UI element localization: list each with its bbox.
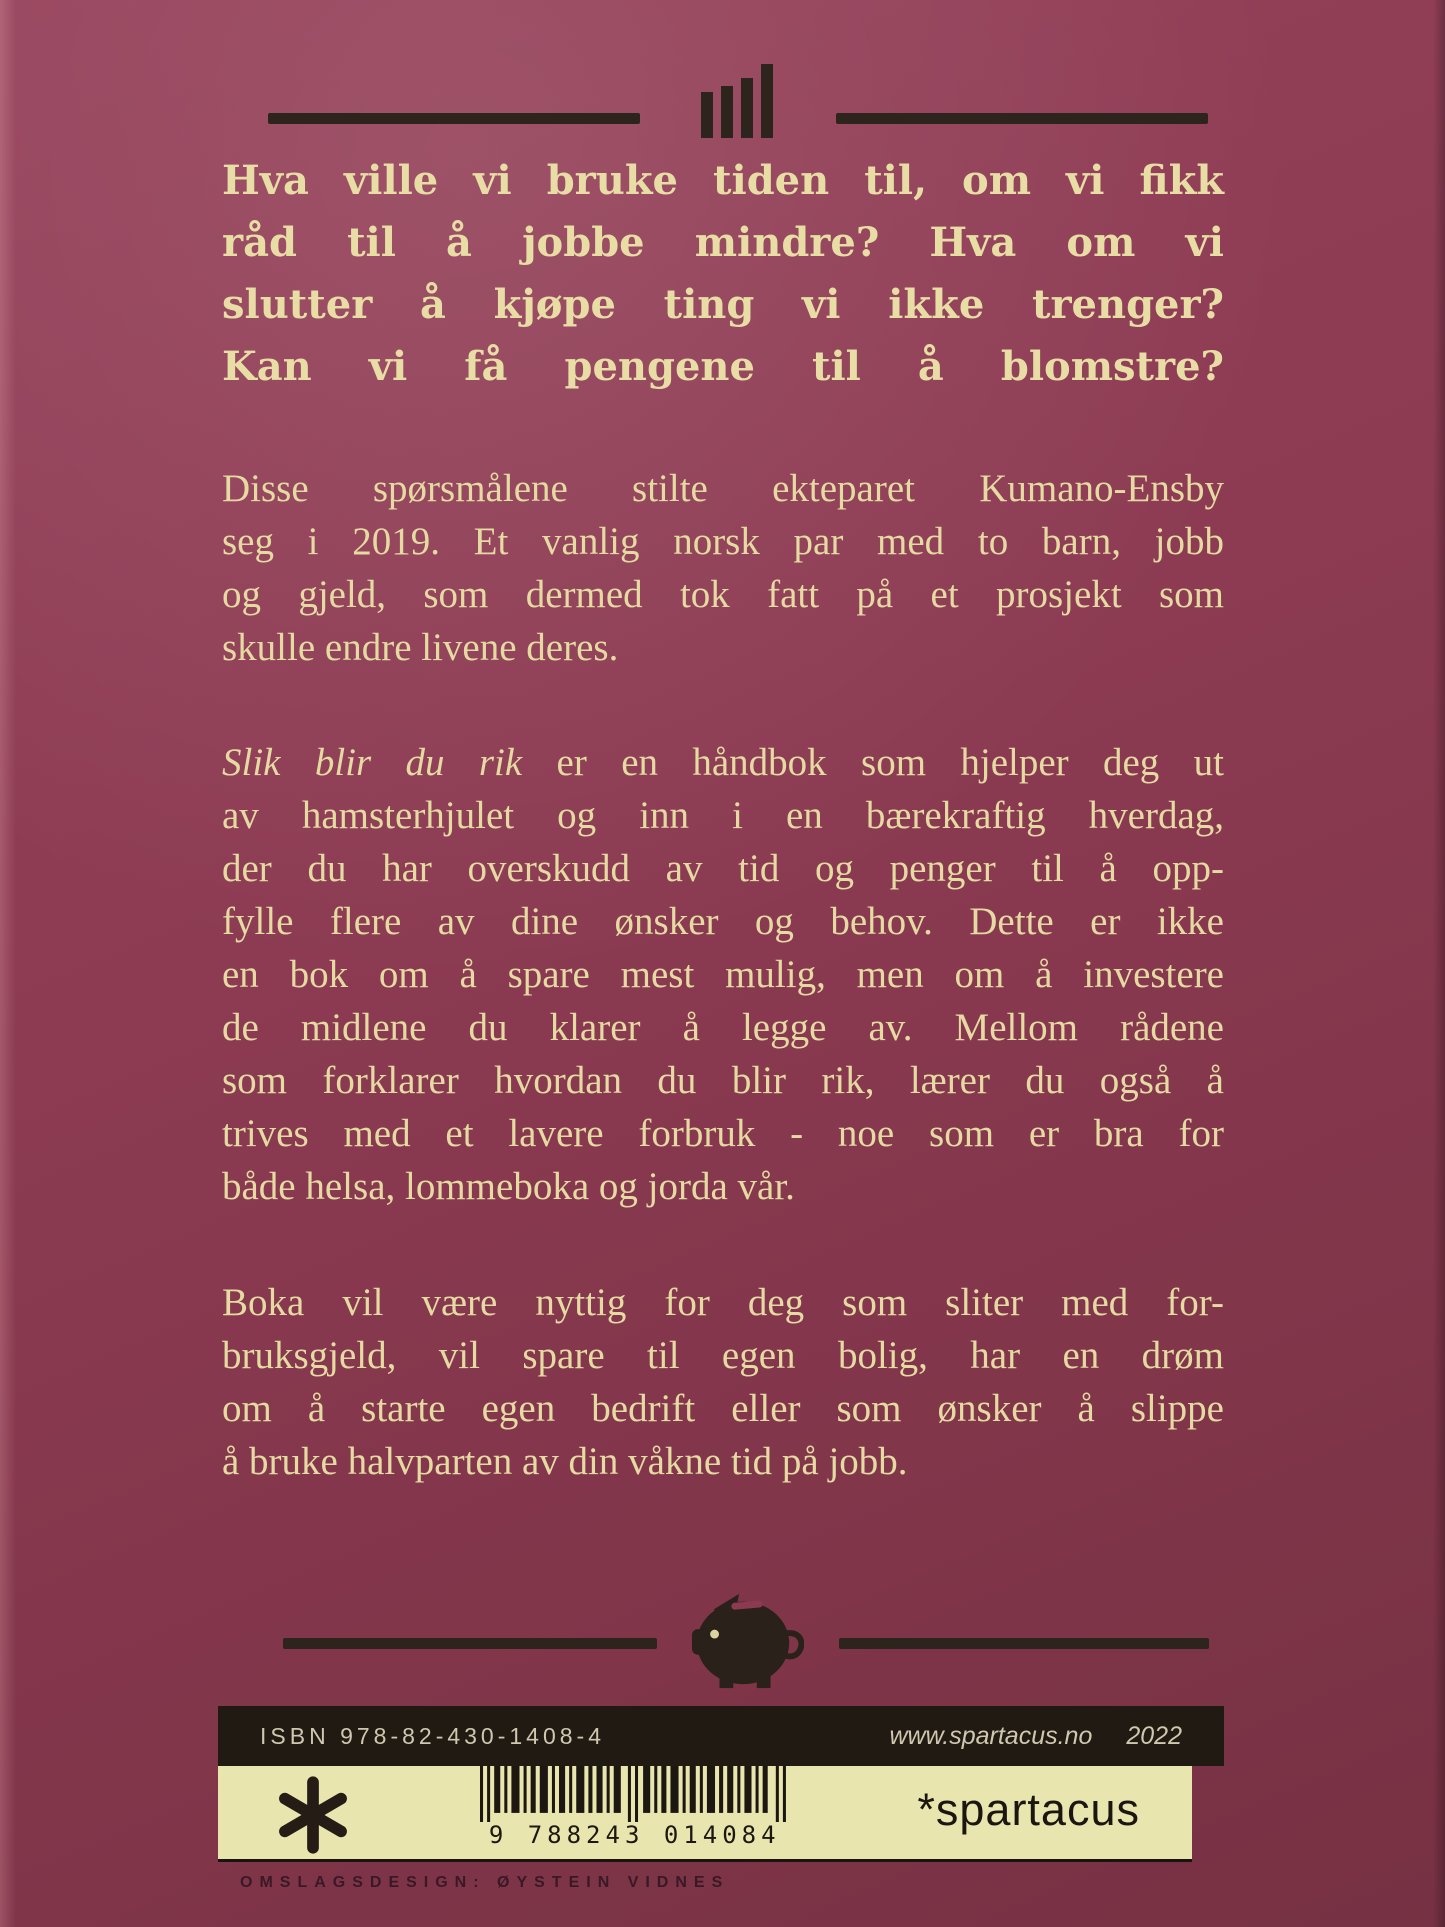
body-line: både helsa, lommeboka og jorda vår. [222, 1165, 795, 1208]
body-line: seg i 2019. Et vanlig norsk par med to barn, jobb [222, 520, 1224, 563]
headline-line: Kan vi få pengene til å blomstre? [222, 343, 1224, 390]
body-line-rest: er en håndbok som hjelper deg ut [522, 741, 1224, 784]
headline-line: råd til å jobbe mindre? Hva om vi [222, 219, 1224, 266]
asterisk-icon [274, 1776, 352, 1854]
body-line: trives med et lavere forbruk - noe som er bra for [222, 1112, 1224, 1155]
barcode-panel [218, 1766, 1192, 1862]
cover-design-credit: OMSLAGSDESIGN: ØYSTEIN VIDNES [240, 1874, 730, 1891]
barcode [480, 1766, 790, 1849]
publisher-logo: *spartacus [917, 1784, 1140, 1835]
body-line: der du har overskudd av tid og penger til å opp- [222, 847, 1224, 890]
paragraph-audience [222, 1276, 1224, 1488]
isbn-label: ISBN 978-82-430-1408-4 [260, 1722, 605, 1749]
publisher-website: www.spartacus.no [889, 1721, 1093, 1750]
body-line: av hamsterhjulet og inn i en bærekraftig hverdag, [222, 794, 1224, 837]
body-line [222, 736, 1224, 789]
bar-chart-bar [701, 92, 713, 138]
body-line: de midlene du klarer å legge av. Mellom rådene [222, 1006, 1224, 1049]
headline [222, 150, 1224, 398]
body-line: og gjeld, som dermed tok fatt på et prosjekt som [222, 573, 1224, 616]
bottom-divider-right-rule [839, 1638, 1209, 1649]
body-line: å bruke halvparten av din våkne tid på jobb. [222, 1440, 908, 1483]
barcode-digits: 9 788243 014084 [488, 1821, 781, 1849]
body-line: en bok om å spare mest mulig, men om å investere [222, 953, 1224, 996]
body-line: Boka vil være nyttig for deg som sliter med for- [222, 1281, 1224, 1324]
barcode-bars [480, 1766, 790, 1822]
body-line: skulle endre livene deres. [222, 626, 619, 669]
headline-line: Hva ville vi bruke tiden til, om vi fikk [222, 157, 1224, 204]
book-title-italic: Slik blir du rik [222, 741, 523, 784]
isbn-bar [218, 1706, 1224, 1766]
publisher-website-group [890, 1722, 1183, 1751]
body-line: som forklarer hvordan du blir rik, lærer du også å [222, 1059, 1224, 1102]
piggy-bank-icon [686, 1584, 804, 1692]
body-line: fylle flere av dine ønsker og behov. Dette er ikke [222, 900, 1224, 943]
headline-line: slutter å kjøpe ting vi ikke trenger? [222, 281, 1224, 328]
bar-chart-icon [701, 64, 777, 138]
bottom-divider-left-rule [283, 1638, 657, 1649]
top-divider-right-rule [836, 113, 1208, 124]
top-divider-left-rule [268, 113, 640, 124]
paragraph-intro [222, 462, 1224, 674]
bar-chart-bar [761, 64, 773, 138]
bar-chart-bar [741, 78, 753, 138]
paragraph-description [222, 736, 1224, 1213]
body-line: om å starte egen bedrift eller som ønsker å slippe [222, 1387, 1224, 1430]
bar-chart-bar [721, 86, 733, 138]
publication-year: 2022 [1126, 1721, 1182, 1750]
body-line: bruksgjeld, vil spare til egen bolig, har en drøm [222, 1334, 1224, 1377]
body-line: Disse spørsmålene stilte ekteparet Kumano-Ensby [222, 467, 1224, 510]
